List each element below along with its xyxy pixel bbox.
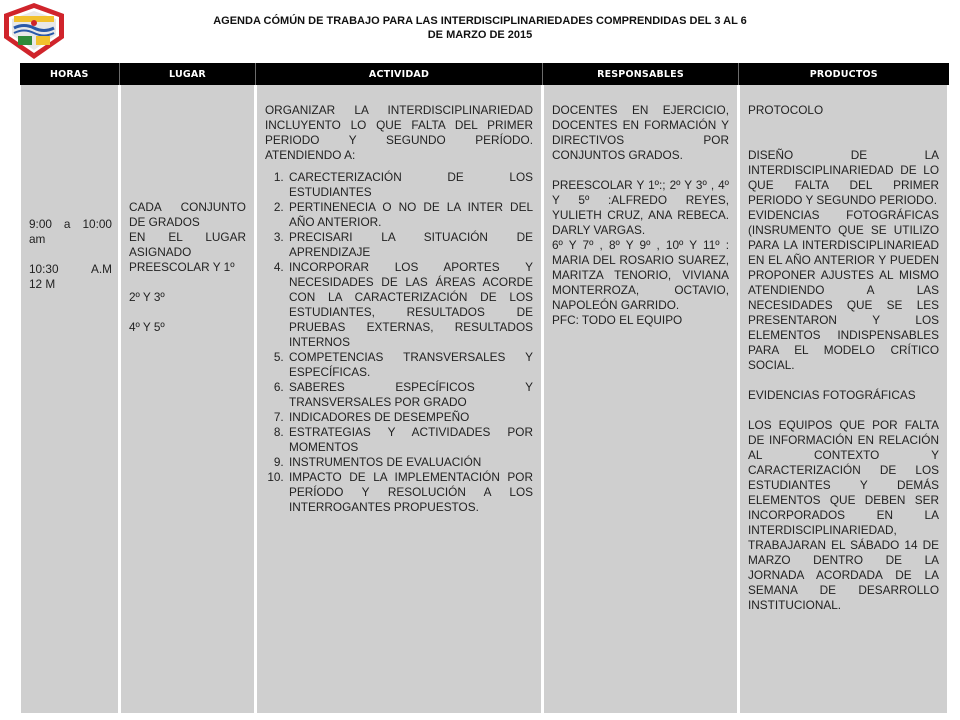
header-actividad: ACTIVIDAD	[256, 63, 543, 85]
productos-paragraph-4: EVIDENCIAS FOTOGRÁFICAS	[748, 388, 916, 402]
lugar-line-5: 4º Y 5º	[129, 320, 165, 334]
header-productos: PRODUCTOS	[739, 63, 949, 85]
agenda-table	[18, 63, 950, 716]
list-item: 9. INSTRUMENTOS DE EVALUACIÓN	[287, 455, 533, 470]
table-header-row	[20, 63, 949, 85]
productos-paragraph-5: LOS EQUIPOS QUE POR FALTA DE INFORMACIÓN EN RELACIÓN AL CONTEXTO Y CARACTERIZACIÓN DE LOS ESTUDIANTES Y DEMÁS ELEMENTOS QUE DEBEN SER INCORPORADOS EN LA INTERDISCIPLINARIEDAD,	[748, 418, 939, 537]
title-line-1: AGENDA CÓMÚN DE TRABAJO PARA LAS INTERDISCIPLINARIEDADES COMPRENDIDAS DEL 3 AL 6	[213, 15, 747, 27]
responsables-paragraph-4: PFC: TODO EL EQUIPO	[552, 313, 683, 327]
productos-paragraph-3: EVIDENCIAS FOTOGRÁFICAS (INSRUMENTO QUE SE UTILIZO PARA LA INTERDISCIPLINARIEAD EN EL AÑO ANTERIOR Y PUEDEN PROPONER AJUSTES AL MISMO ATENDIENDO A LAS NECESIDADES QUE SE LES PRESENTARON Y LOS ELEMENTOS INDISPENSABLES PARA EL MODELO CRÍTICO SOCIAL.	[748, 208, 939, 372]
lugar-line-3: PREESCOLAR Y 1º	[129, 260, 235, 274]
list-item: 10. IMPACTO DE LA IMPLEMENTACIÓN POR PERÍODO Y RESOLUCIÓN A LOS INTERROGANTES PROPUESTOS.	[287, 470, 533, 515]
cell-actividad	[256, 85, 543, 715]
list-item: 4. INCORPORAR LOS APORTES Y NECESIDADES DE LAS ÁREAS ACORDE CON LA CARACTERIZACIÓN DE LOS ESTUDIANTES, RESULTADOS DE PRUEBAS EXTERNAS, RESULTADOS INTERNOS	[287, 260, 533, 350]
responsables-paragraph-1: DOCENTES EN EJERCICIO, DOCENTES EN FORMACIÓN Y DIRECTIVOS POR CONJUNTOS GRADOS.	[552, 103, 729, 162]
school-crest-icon	[2, 2, 66, 60]
list-item: 1. CARECTERIZACIÓN DE LOS ESTUDIANTES	[287, 170, 533, 200]
list-item: 7. INDICADORES DE DESEMPEÑO	[287, 410, 533, 425]
horas-line-3: 10:30 A.M	[29, 262, 112, 276]
cell-lugar	[120, 85, 256, 715]
horas-line-2: am	[29, 232, 46, 246]
table-row	[20, 85, 949, 715]
horas-line-1: 9:00 a 10:00	[29, 217, 112, 231]
list-item: 6. SABERES ESPECÍFICOS Y TRANSVERSALES POR GRADO	[287, 380, 533, 410]
horas-line-4: 12 M	[29, 277, 56, 291]
lugar-line-4: 2º Y 3º	[129, 290, 165, 304]
responsables-paragraph-3: 6º Y 7º , 8º Y 9º , 10º Y 11º : MARIA DEL ROSARIO SUAREZ, MARITZA TENORIO, VIVIANA MONTERROZA, OCTAVIO, NAPOLEÓN GARRIDO.	[552, 238, 729, 312]
list-item: 3. PRECISARI LA SITUACIÓN DE APRENDIZAJE	[287, 230, 533, 260]
header-horas: HORAS	[20, 63, 120, 85]
cell-responsables	[543, 85, 739, 715]
actividad-list	[265, 170, 533, 515]
cell-horas	[20, 85, 120, 715]
page-title	[150, 14, 810, 42]
lugar-line-1: CADA CONJUNTO DE GRADOS	[129, 200, 246, 229]
cell-productos	[739, 85, 949, 715]
header-responsables: RESPONSABLES	[543, 63, 739, 85]
productos-paragraph-6: TRABAJARAN EL SÁBADO 14 DE MARZO DENTRO DE LA JORNADA ACORDADA DE LA SEMANA DE DESARROLLO INSTITUCIONAL.	[748, 538, 939, 612]
actividad-intro: ORGANIZAR LA INTERDISCIPLINARIEDAD INCLUYENTO LO QUE FALTA DEL PRIMER PERIODO Y SEGUNDO PERÍODO. ATENDIENDO A:	[265, 103, 533, 162]
productos-paragraph-2: DISEÑO DE LA INTERDISCIPLINARIEDAD DE LO QUE FALTA DEL PRIMER PERIODO Y SEGUNDO PERIODO.	[748, 148, 939, 207]
list-item: 8. ESTRATEGIAS Y ACTIVIDADES POR MOMENTOS	[287, 425, 533, 455]
list-item: 2. PERTINENECIA O NO DE LA INTER DEL AÑO ANTERIOR.	[287, 200, 533, 230]
title-line-2: DE MARZO DE 2015	[427, 29, 533, 41]
list-item: 5. COMPETENCIAS TRANSVERSALES Y ESPECÍFICAS.	[287, 350, 533, 380]
lugar-line-2: EN EL LUGAR ASIGNADO	[129, 230, 246, 259]
header-lugar: LUGAR	[120, 63, 256, 85]
productos-paragraph-1: PROTOCOLO	[748, 103, 824, 117]
responsables-paragraph-2: PREESCOLAR Y 1º:; 2º Y 3º , 4º Y 5º :ALFREDO REYES, YULIETH CRUZ, ANA REBECA. DARLY VARGAS.	[552, 178, 729, 237]
